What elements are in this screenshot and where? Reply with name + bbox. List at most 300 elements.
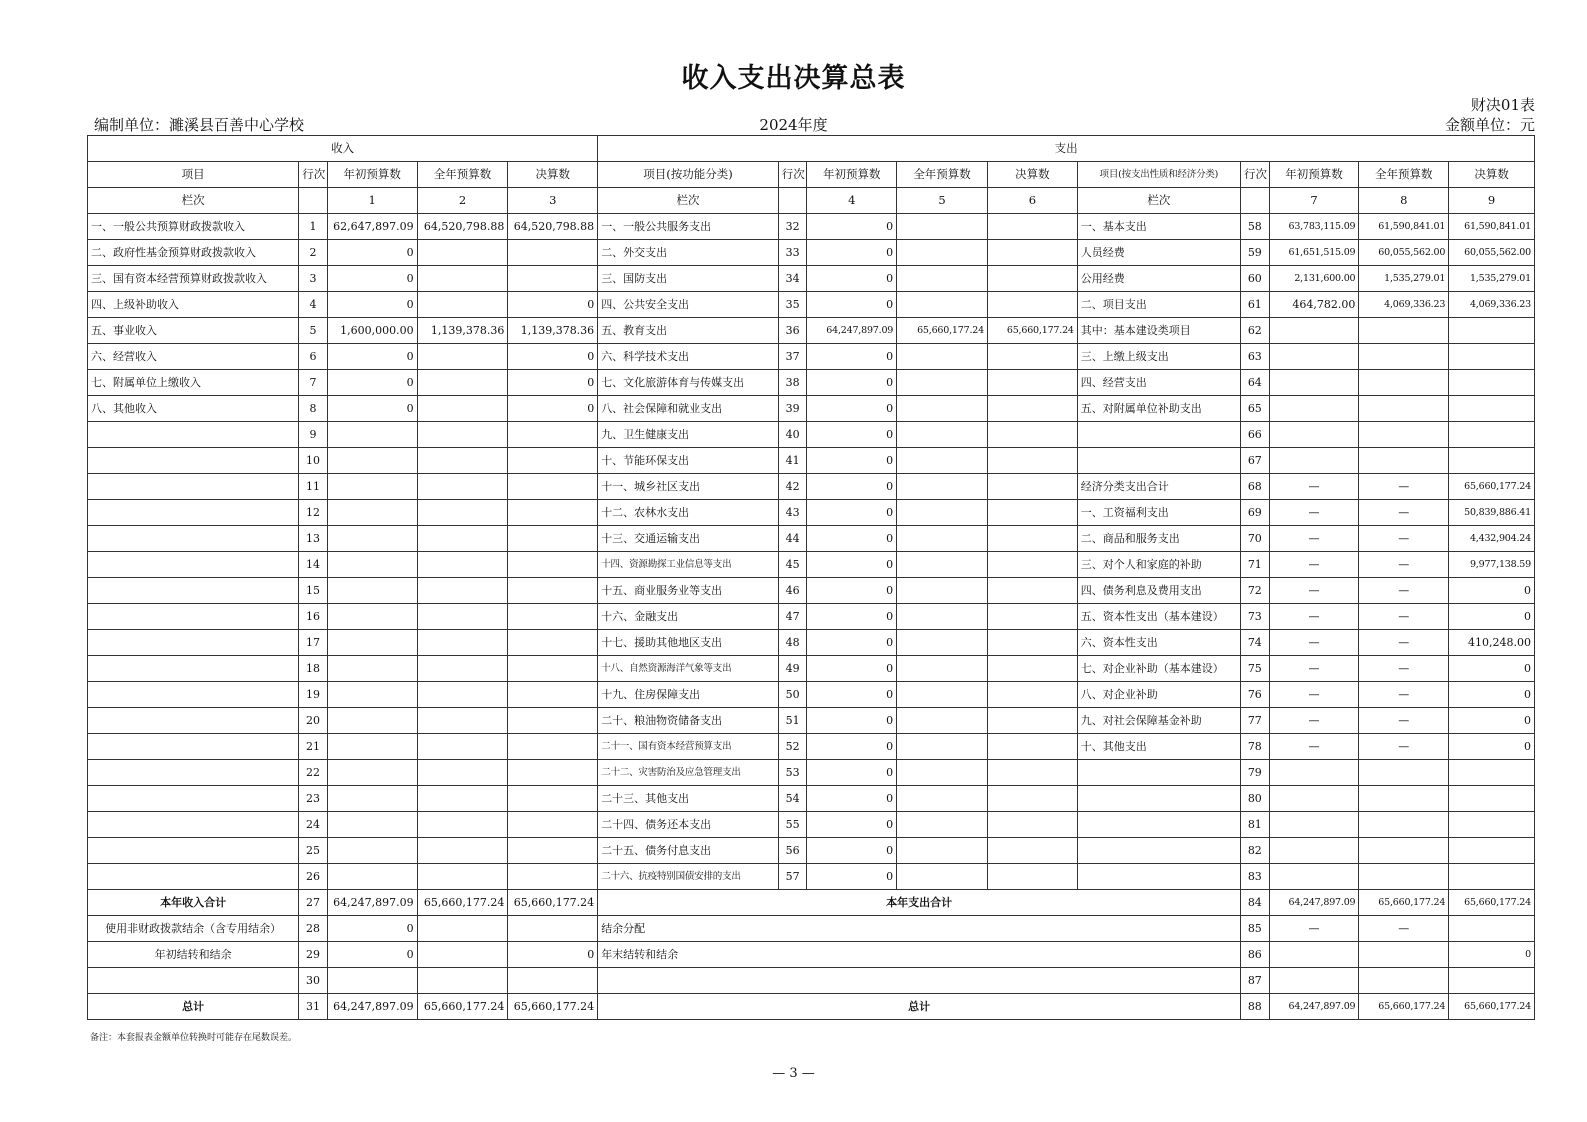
full-budget-value: 1,139,378.36	[417, 318, 508, 344]
final-value: 4,069,336.23	[1449, 292, 1535, 318]
row-number: 82	[1241, 838, 1270, 864]
final-value	[508, 786, 598, 812]
initial-budget-value	[327, 604, 417, 630]
function-expense-item: 二十、粮油物资储备支出	[598, 708, 779, 734]
initial-budget-value: 0	[807, 604, 897, 630]
final-value	[987, 838, 1077, 864]
full-budget-value	[1359, 422, 1449, 448]
row-number: 19	[299, 682, 328, 708]
income-item: 二、政府性基金预算财政拨款收入	[88, 240, 299, 266]
table-row	[88, 682, 1535, 708]
income-item: 五、事业收入	[88, 318, 299, 344]
income-header: 收入	[88, 136, 598, 162]
initial-budget-value: 61,651,515.09	[1269, 240, 1359, 266]
function-expense-item: 十二、农林水支出	[598, 500, 779, 526]
full-budget-value	[417, 344, 508, 370]
empty-cell	[778, 188, 807, 214]
final-value: 9,977,138.59	[1449, 552, 1535, 578]
full-budget-value	[417, 812, 508, 838]
summary-row	[88, 968, 1535, 994]
full-budget-value: 64,520,798.88	[417, 214, 508, 240]
final-value	[508, 734, 598, 760]
col-number: 7	[1269, 188, 1359, 214]
final-value	[1449, 448, 1535, 474]
row-number: 2	[299, 240, 328, 266]
final-value	[1449, 864, 1535, 890]
table-row	[88, 240, 1535, 266]
row-number: 27	[299, 890, 328, 916]
row-number: 7	[299, 370, 328, 396]
function-expense-item: 二十三、其他支出	[598, 786, 779, 812]
footnote: 备注：本套报表金额单位转换时可能存在尾数误差。	[90, 1033, 298, 1043]
final-value	[987, 734, 1077, 760]
final-value	[987, 812, 1077, 838]
full-budget-value	[417, 474, 508, 500]
table-row	[88, 474, 1535, 500]
expense-summary-item: 年末结转和结余	[598, 942, 1241, 968]
full-budget-value	[897, 292, 988, 318]
initial-budget-value: —	[1269, 916, 1359, 942]
initial-budget-value	[327, 812, 417, 838]
final-value	[987, 630, 1077, 656]
initial-budget-value	[1269, 318, 1359, 344]
full-budget-value	[1359, 838, 1449, 864]
initial-budget-value: 0	[807, 344, 897, 370]
final-value: 1,139,378.36	[508, 318, 598, 344]
initial-budget-value	[1269, 760, 1359, 786]
col-label: 栏次	[598, 188, 779, 214]
initial-budget-value: 0	[807, 760, 897, 786]
final-value	[508, 968, 598, 994]
table-row	[88, 318, 1535, 344]
final-value	[987, 604, 1077, 630]
table-row	[88, 708, 1535, 734]
row-number: 10	[299, 448, 328, 474]
expense-summary-item	[598, 968, 1241, 994]
full-budget-value	[1359, 318, 1449, 344]
full-budget-value	[897, 604, 988, 630]
table-row	[88, 578, 1535, 604]
col-number: 5	[897, 188, 988, 214]
final-value	[987, 240, 1077, 266]
initial-budget-value: 0	[807, 266, 897, 292]
initial-budget-value	[1269, 396, 1359, 422]
final-value	[987, 864, 1077, 890]
full-budget-value	[417, 682, 508, 708]
initial-budget-value	[327, 968, 417, 994]
col-label: 栏次	[88, 188, 299, 214]
final-value	[508, 474, 598, 500]
income-item	[88, 812, 299, 838]
row-number: 37	[778, 344, 807, 370]
row-number: 25	[299, 838, 328, 864]
full-budget-value: 65,660,177.24	[1359, 890, 1449, 916]
full-budget-value	[897, 682, 988, 708]
final-value	[1449, 370, 1535, 396]
full-budget-value	[417, 838, 508, 864]
table-row	[88, 734, 1535, 760]
initial-budget-value	[327, 526, 417, 552]
final-value	[508, 864, 598, 890]
row-number: 46	[778, 578, 807, 604]
full-budget-value	[417, 526, 508, 552]
final-value: 61,590,841.01	[1449, 214, 1535, 240]
initial-budget-value	[1269, 786, 1359, 812]
final-value	[508, 422, 598, 448]
col-final: 决算数	[508, 162, 598, 188]
row-number: 5	[299, 318, 328, 344]
col-number: 3	[508, 188, 598, 214]
income-item: 四、上级补助收入	[88, 292, 299, 318]
initial-budget-value: 0	[807, 552, 897, 578]
amount-unit: 金额单位：元	[1444, 116, 1535, 134]
summary-row	[88, 942, 1535, 968]
row-number: 72	[1241, 578, 1270, 604]
full-budget-value	[417, 370, 508, 396]
initial-budget-value: —	[1269, 630, 1359, 656]
col-number: 8	[1359, 188, 1449, 214]
table-row	[88, 266, 1535, 292]
final-value	[1449, 344, 1535, 370]
final-value	[508, 266, 598, 292]
row-number: 8	[299, 396, 328, 422]
income-item: 六、经营收入	[88, 344, 299, 370]
final-value	[987, 396, 1077, 422]
final-value	[987, 708, 1077, 734]
income-item	[88, 422, 299, 448]
initial-budget-value	[1269, 838, 1359, 864]
initial-budget-value: 0	[807, 578, 897, 604]
final-value	[508, 578, 598, 604]
income-item: 八、其他收入	[88, 396, 299, 422]
function-expense-item: 二十二、灾害防治及应急管理支出	[598, 760, 779, 786]
economic-expense-item: 九、对社会保障基金补助	[1077, 708, 1240, 734]
final-value	[987, 786, 1077, 812]
row-number: 36	[778, 318, 807, 344]
final-value: 0	[1449, 708, 1535, 734]
final-value: 65,660,177.24	[1449, 890, 1535, 916]
initial-budget-value	[327, 760, 417, 786]
full-budget-value	[417, 968, 508, 994]
full-budget-value	[417, 630, 508, 656]
income-item	[88, 864, 299, 890]
full-budget-value	[417, 760, 508, 786]
initial-budget-value	[327, 422, 417, 448]
function-expense-item: 二十六、抗疫特别国债安排的支出	[598, 864, 779, 890]
row-number: 3	[299, 266, 328, 292]
initial-budget-value: 0	[807, 682, 897, 708]
initial-budget-value: 464,782.00	[1269, 292, 1359, 318]
row-number: 13	[299, 526, 328, 552]
initial-budget-value	[1269, 812, 1359, 838]
row-number: 6	[299, 344, 328, 370]
income-item	[88, 682, 299, 708]
full-budget-value	[417, 266, 508, 292]
initial-budget-value: 0	[327, 370, 417, 396]
row-number: 49	[778, 656, 807, 682]
row-number: 59	[1241, 240, 1270, 266]
row-number: 68	[1241, 474, 1270, 500]
initial-budget-value: —	[1269, 578, 1359, 604]
initial-budget-value	[1269, 968, 1359, 994]
row-number: 38	[778, 370, 807, 396]
final-value	[508, 760, 598, 786]
reporting-unit: 编制单位：濉溪县百善中心学校	[94, 116, 305, 134]
final-value	[508, 630, 598, 656]
initial-budget-value	[327, 838, 417, 864]
full-budget-value	[897, 838, 988, 864]
col-initial-budget: 年初预算数	[807, 162, 897, 188]
final-value: 410,248.00	[1449, 630, 1535, 656]
table-row	[88, 370, 1535, 396]
final-value	[987, 552, 1077, 578]
final-value: 65,660,177.24	[1449, 994, 1535, 1020]
row-number: 11	[299, 474, 328, 500]
row-number: 81	[1241, 812, 1270, 838]
full-budget-value	[897, 864, 988, 890]
col-row: 行次	[778, 162, 807, 188]
row-number: 26	[299, 864, 328, 890]
full-budget-value: 1,535,279.01	[1359, 266, 1449, 292]
full-budget-value: —	[1359, 500, 1449, 526]
final-value: 65,660,177.24	[508, 994, 598, 1020]
full-budget-value	[897, 240, 988, 266]
economic-expense-item	[1077, 812, 1240, 838]
full-budget-value: —	[1359, 526, 1449, 552]
economic-expense-item: 经济分类支出合计	[1077, 474, 1240, 500]
initial-budget-value	[327, 500, 417, 526]
row-number: 50	[778, 682, 807, 708]
income-item	[88, 786, 299, 812]
full-budget-value	[897, 448, 988, 474]
row-number: 66	[1241, 422, 1270, 448]
final-value	[1449, 968, 1535, 994]
economic-expense-item: 七、对企业补助（基本建设）	[1077, 656, 1240, 682]
final-value	[1449, 318, 1535, 344]
full-budget-value	[1359, 396, 1449, 422]
economic-expense-item: 一、基本支出	[1077, 214, 1240, 240]
income-item: 七、附属单位上缴收入	[88, 370, 299, 396]
final-value	[987, 266, 1077, 292]
full-budget-value	[1359, 448, 1449, 474]
final-value	[1449, 838, 1535, 864]
table-row	[88, 500, 1535, 526]
full-budget-value	[417, 708, 508, 734]
full-budget-value	[417, 604, 508, 630]
full-budget-value	[897, 396, 988, 422]
col-full-budget: 全年预算数	[897, 162, 988, 188]
full-budget-value	[897, 552, 988, 578]
function-expense-item: 二十四、债务还本支出	[598, 812, 779, 838]
full-budget-value	[1359, 968, 1449, 994]
initial-budget-value	[1269, 370, 1359, 396]
table-row	[88, 864, 1535, 890]
full-budget-value	[417, 422, 508, 448]
final-value	[1449, 760, 1535, 786]
initial-budget-value	[1269, 344, 1359, 370]
initial-budget-value	[327, 578, 417, 604]
initial-budget-value	[327, 682, 417, 708]
full-budget-value	[897, 526, 988, 552]
full-budget-value	[417, 864, 508, 890]
full-budget-value: 61,590,841.01	[1359, 214, 1449, 240]
initial-budget-value: 64,247,897.09	[1269, 890, 1359, 916]
table-row	[88, 214, 1535, 240]
table-row	[88, 292, 1535, 318]
initial-budget-value: 0	[327, 396, 417, 422]
income-item	[88, 526, 299, 552]
final-value: 0	[508, 344, 598, 370]
table-row	[88, 786, 1535, 812]
full-budget-value	[897, 500, 988, 526]
function-expense-item: 十五、商业服务业等支出	[598, 578, 779, 604]
empty-cell	[1241, 188, 1270, 214]
final-value	[508, 916, 598, 942]
row-number: 4	[299, 292, 328, 318]
full-budget-value	[1359, 760, 1449, 786]
row-number: 57	[778, 864, 807, 890]
table-row	[88, 838, 1535, 864]
table-body	[88, 136, 1535, 1020]
initial-budget-value: 0	[807, 448, 897, 474]
full-budget-value	[1359, 344, 1449, 370]
row-number: 75	[1241, 656, 1270, 682]
initial-budget-value: 0	[807, 474, 897, 500]
table-row	[88, 552, 1535, 578]
col-row: 行次	[1241, 162, 1270, 188]
row-number: 86	[1241, 942, 1270, 968]
full-budget-value: 65,660,177.24	[897, 318, 988, 344]
final-value	[508, 604, 598, 630]
row-number: 30	[299, 968, 328, 994]
full-budget-value	[897, 708, 988, 734]
income-item	[88, 734, 299, 760]
row-number: 87	[1241, 968, 1270, 994]
full-budget-value	[897, 812, 988, 838]
row-number: 83	[1241, 864, 1270, 890]
income-summary-item: 年初结转和结余	[88, 942, 299, 968]
function-expense-item: 四、公共安全支出	[598, 292, 779, 318]
initial-budget-value: 0	[807, 656, 897, 682]
row-number: 48	[778, 630, 807, 656]
col-full-budget: 全年预算数	[1359, 162, 1449, 188]
full-budget-value	[417, 500, 508, 526]
economic-expense-item	[1077, 864, 1240, 890]
full-budget-value	[897, 344, 988, 370]
full-budget-value	[897, 760, 988, 786]
economic-expense-item: 十、其他支出	[1077, 734, 1240, 760]
function-expense-item: 十九、住房保障支出	[598, 682, 779, 708]
function-expense-item: 十八、自然资源海洋气象等支出	[598, 656, 779, 682]
function-expense-item: 二十一、国有资本经营预算支出	[598, 734, 779, 760]
section-header-row	[88, 136, 1535, 162]
column-number-row	[88, 188, 1535, 214]
full-budget-value	[417, 396, 508, 422]
row-number: 31	[299, 994, 328, 1020]
col-final: 决算数	[987, 162, 1077, 188]
initial-budget-value: —	[1269, 526, 1359, 552]
col-full-budget: 全年预算数	[417, 162, 508, 188]
initial-budget-value: 0	[327, 266, 417, 292]
initial-budget-value: 0	[807, 630, 897, 656]
final-value: 0	[508, 396, 598, 422]
initial-budget-value: 64,247,897.09	[807, 318, 897, 344]
full-budget-value: —	[1359, 682, 1449, 708]
row-number: 41	[778, 448, 807, 474]
initial-budget-value: 0	[807, 500, 897, 526]
final-value	[508, 812, 598, 838]
row-number: 28	[299, 916, 328, 942]
expense-summary-item: 总计	[598, 994, 1241, 1020]
initial-budget-value: 64,247,897.09	[327, 890, 417, 916]
initial-budget-value	[327, 448, 417, 474]
summary-row	[88, 916, 1535, 942]
income-summary-item: 总计	[88, 994, 299, 1020]
income-summary-item	[88, 968, 299, 994]
col-row: 行次	[299, 162, 328, 188]
col-label: 栏次	[1077, 188, 1240, 214]
income-item	[88, 656, 299, 682]
full-budget-value	[417, 916, 508, 942]
table-row	[88, 344, 1535, 370]
full-budget-value	[417, 240, 508, 266]
initial-budget-value: 2,131,600.00	[1269, 266, 1359, 292]
col-initial-budget: 年初预算数	[327, 162, 417, 188]
column-header-row	[88, 162, 1535, 188]
function-expense-item: 八、社会保障和就业支出	[598, 396, 779, 422]
initial-budget-value	[1269, 942, 1359, 968]
initial-budget-value	[327, 552, 417, 578]
initial-budget-value: 0	[327, 942, 417, 968]
final-value: 65,660,177.24	[508, 890, 598, 916]
final-value: 50,839,886.41	[1449, 500, 1535, 526]
function-expense-item: 十六、金融支出	[598, 604, 779, 630]
full-budget-value: —	[1359, 656, 1449, 682]
full-budget-value	[417, 448, 508, 474]
row-number: 70	[1241, 526, 1270, 552]
income-item	[88, 838, 299, 864]
income-item	[88, 760, 299, 786]
economic-expense-item: 三、上缴上级支出	[1077, 344, 1240, 370]
final-value: 4,432,904.24	[1449, 526, 1535, 552]
row-number: 69	[1241, 500, 1270, 526]
page-number: — 3 —	[772, 1066, 815, 1081]
row-number: 78	[1241, 734, 1270, 760]
function-expense-item: 五、教育支出	[598, 318, 779, 344]
initial-budget-value: —	[1269, 552, 1359, 578]
initial-budget-value: 0	[327, 344, 417, 370]
full-budget-value	[897, 656, 988, 682]
table-row	[88, 422, 1535, 448]
final-value	[508, 682, 598, 708]
row-number: 24	[299, 812, 328, 838]
full-budget-value	[897, 266, 988, 292]
function-expense-item: 九、卫生健康支出	[598, 422, 779, 448]
initial-budget-value: 0	[807, 240, 897, 266]
row-number: 21	[299, 734, 328, 760]
function-expense-item: 二十五、债务付息支出	[598, 838, 779, 864]
row-number: 51	[778, 708, 807, 734]
row-number: 32	[778, 214, 807, 240]
row-number: 64	[1241, 370, 1270, 396]
row-number: 55	[778, 812, 807, 838]
full-budget-value: —	[1359, 578, 1449, 604]
full-budget-value	[1359, 812, 1449, 838]
final-value: 0	[1449, 604, 1535, 630]
full-budget-value: 65,660,177.24	[417, 890, 508, 916]
initial-budget-value: —	[1269, 734, 1359, 760]
initial-budget-value: —	[1269, 500, 1359, 526]
